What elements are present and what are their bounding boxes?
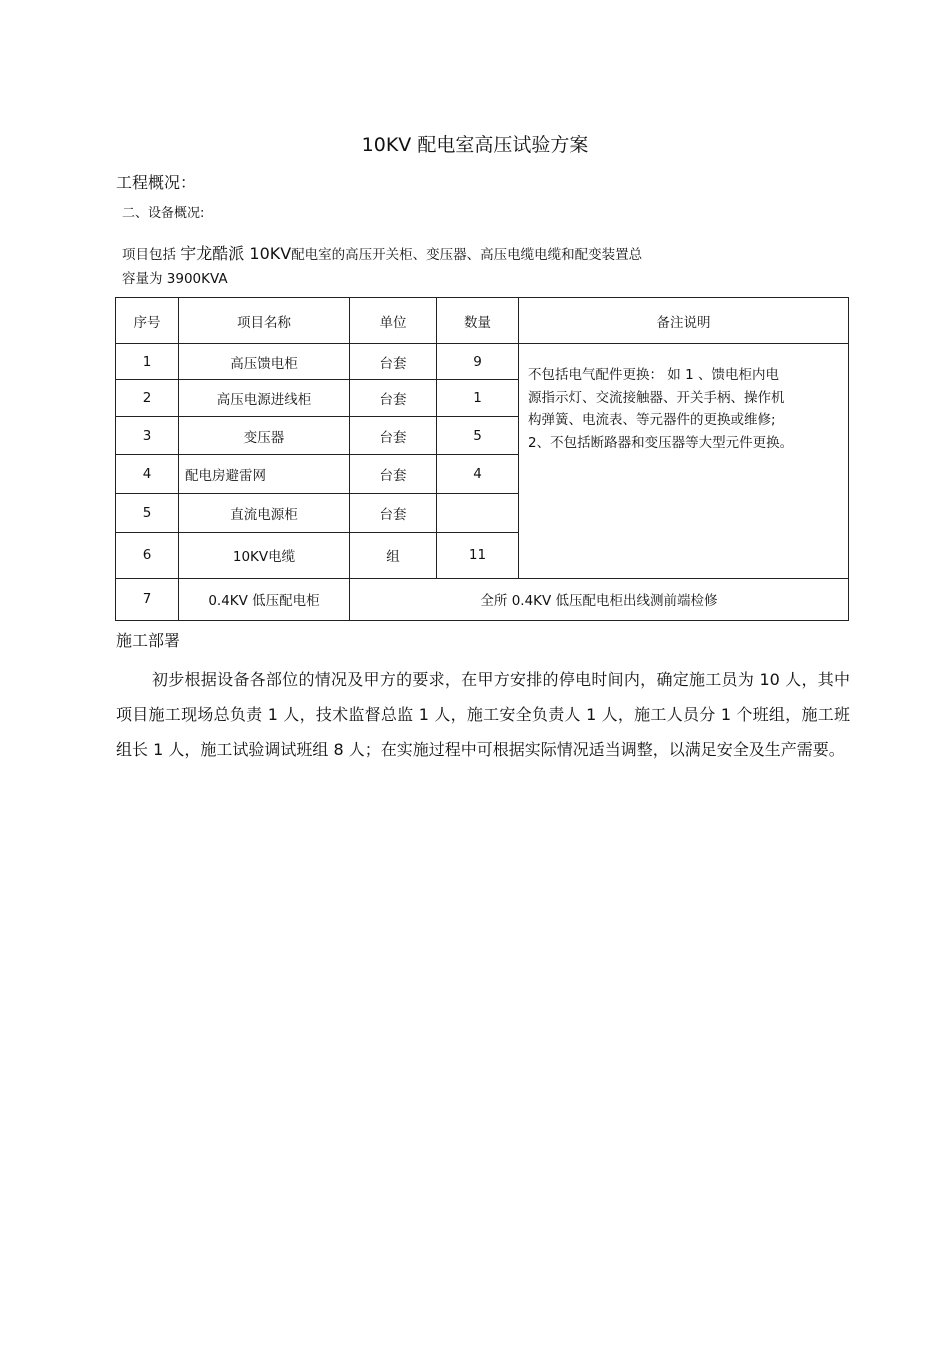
project-intro-line-2: 容量为 3900KVA [122,271,228,287]
cell-unit: 台套 [350,344,437,380]
deployment-paragraph: 初步根据设备各部位的情况及甲方的要求，在甲方安排的停电时间内，确定施工员为 10 人，其中项目施工现场总负责 1 人，技术监督总监 1 人，施工安全负责人 1 人，施工人员分 1 个班组，施工班组长 1 人，施工试验调试班组 8 人；在实施过程中可根据实际情况适当调整，以满足安全及生产需要。 [116,670,850,759]
remarks-line: 2、不包括断路器和变压器等大型元件更换。 [528,434,794,451]
cell-unit: 组 [350,532,437,578]
cell-name: 配电房避雷网 [179,455,350,493]
header-no: 序号 [116,298,179,344]
cell-qty: 1 [437,380,519,417]
cell-name: 0.4KV 低压配电柜 [179,578,350,620]
cell-qty: 5 [437,417,519,455]
table-row [116,578,849,620]
cell-name: 高压电源进线柜 [179,380,350,417]
header-qty: 数量 [437,298,519,344]
cell-no: 2 [116,380,179,417]
cell-unit: 台套 [350,417,437,455]
cell-merged-remarks: 全所 0.4KV 低压配电柜出线测前端检修 [350,578,849,620]
cell-qty: 4 [437,455,519,493]
cell-no: 1 [116,344,179,380]
cell-name: 变压器 [179,417,350,455]
cell-no: 7 [116,578,179,620]
deployment-body [116,662,850,767]
section-heading-equipment: 二、设备概况: [122,206,205,221]
cell-no: 4 [116,455,179,493]
document-title: 10KV 配电室高压试验方案 [361,134,589,156]
project-intro-line-1 [122,241,642,264]
intro-prefix: 项目包括 [122,247,176,263]
table-row [116,344,849,380]
cell-unit: 台套 [350,380,437,417]
header-unit: 单位 [350,298,437,344]
section-heading-overview: 工程概况： [116,173,197,192]
cell-name: 高压馈电柜 [179,344,350,380]
cell-qty: 9 [437,344,519,380]
table-header-row [116,298,849,344]
cell-qty [437,493,519,532]
remarks-cell [519,344,849,579]
equipment-table [115,297,849,621]
cell-no: 5 [116,493,179,532]
cell-no: 3 [116,417,179,455]
header-name: 项目名称 [179,298,350,344]
header-remarks: 备注说明 [519,298,849,344]
cell-unit: 台套 [350,455,437,493]
cell-name: 直流电源柜 [179,493,350,532]
cell-unit: 台套 [350,493,437,532]
project-name: 宇龙酷派 10KV [180,244,292,263]
cell-qty: 11 [437,532,519,578]
remarks-line: 源指示灯、交流接触器、开关手柄、操作机 [528,389,785,406]
intro-suffix: 配电室的高压开关柜、变压器、高压电缆电缆和配变装置总 [291,247,643,263]
remarks-line: 构弹簧、电流表、等元器件的更换或维修; [528,412,776,429]
remarks-line: 不包括电气配件更换： 如 1 、馈电柜内电 [528,367,779,384]
cell-name: 10KV电缆 [179,532,350,578]
cell-no: 6 [116,532,179,578]
section-heading-deployment: 施工部署 [116,631,181,650]
